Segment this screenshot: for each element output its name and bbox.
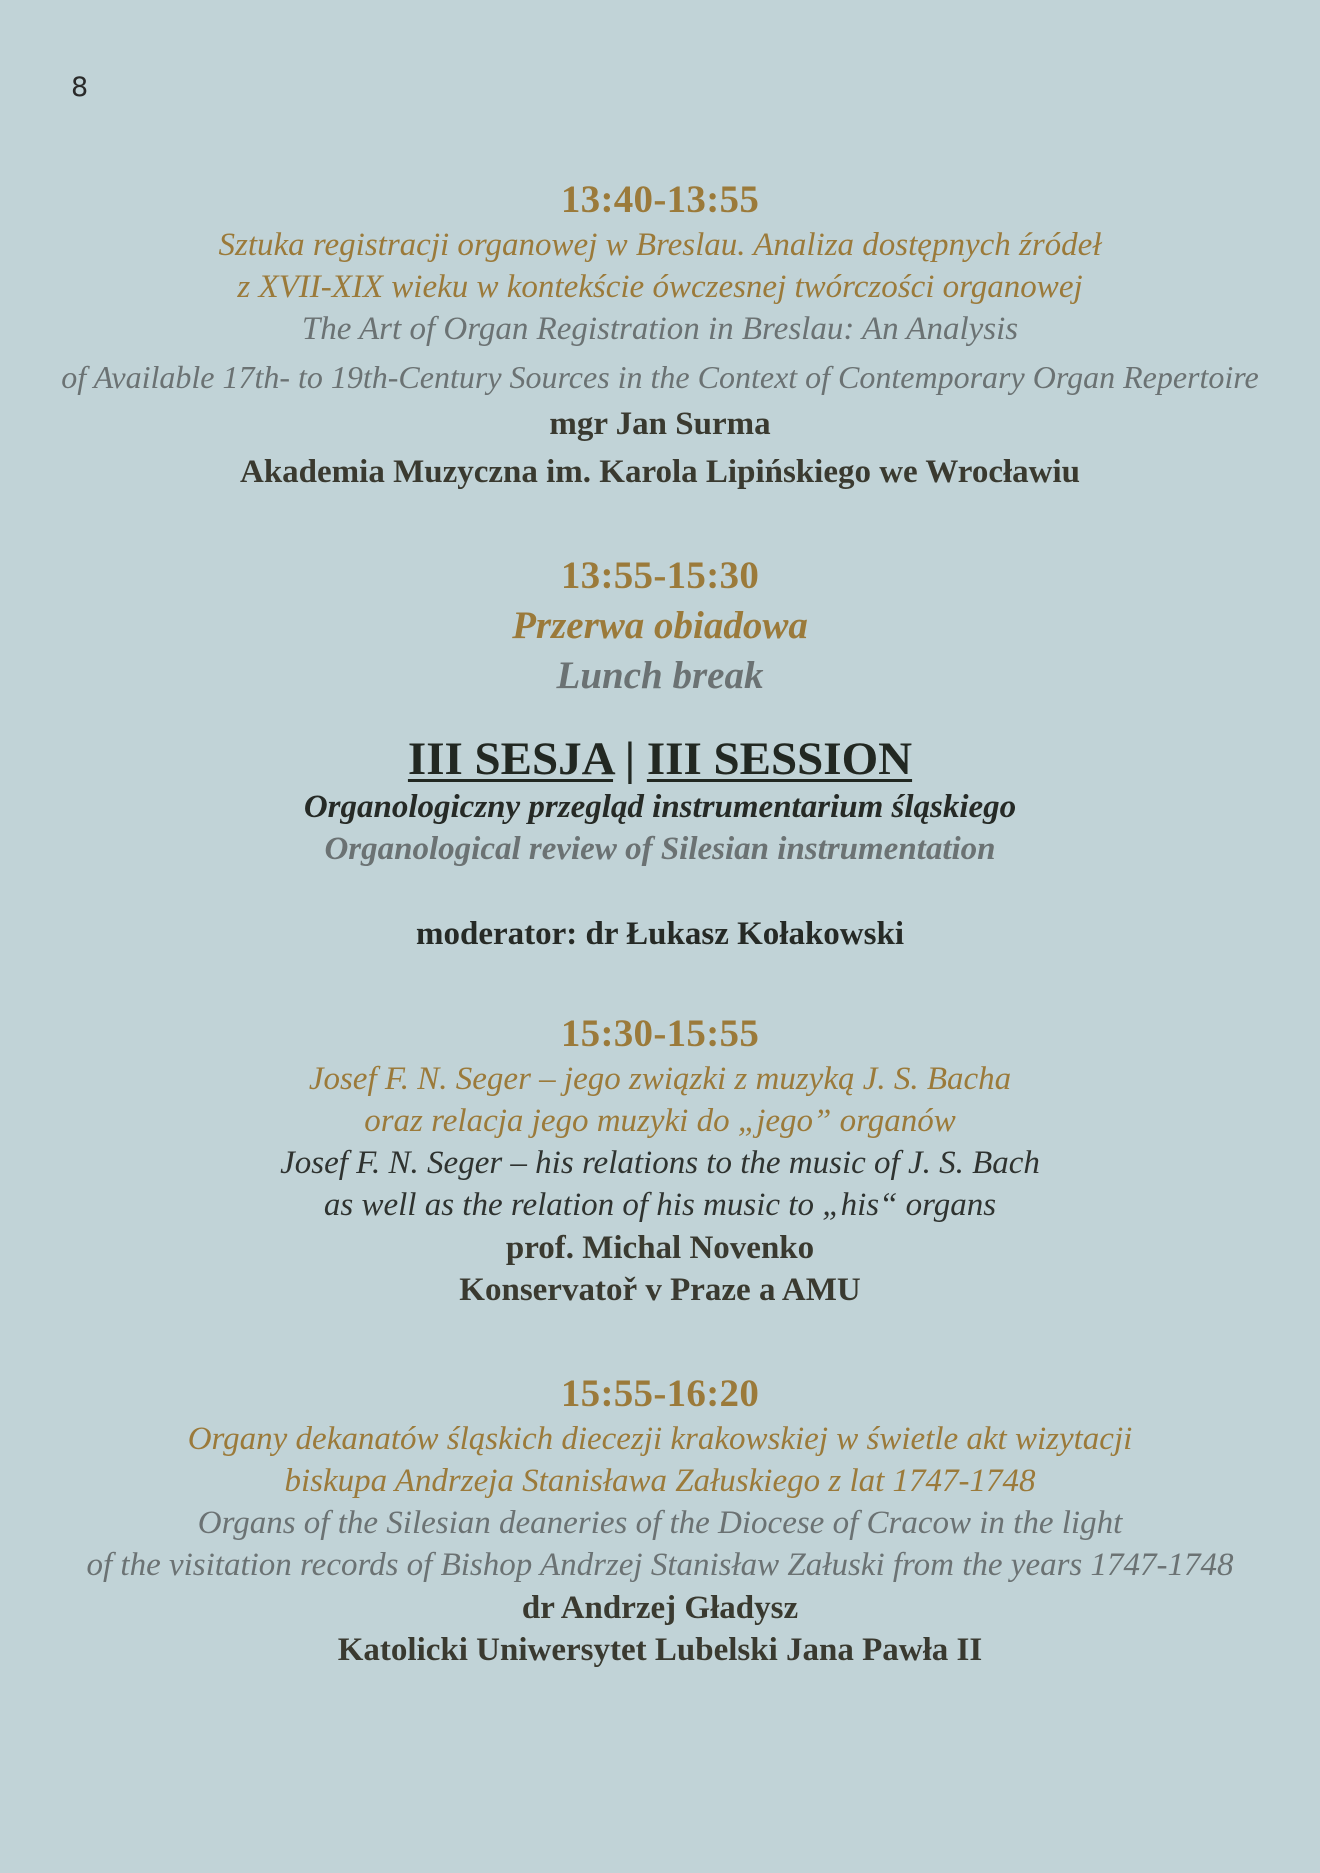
lunch-label-pl: Przerwa obiadowa [512,604,808,647]
session-heading-separator: | [624,733,636,785]
talk-speaker: dr Andrzej Gładysz [521,1590,799,1626]
talk-title-en-line-1: Josef F. N. Seger – his relations to the music of J. S. Bach [280,1145,1040,1181]
talk-title-pl-line-2: biskupa Andrzeja Stanisława Załuskiego z lat 1747-1748 [284,1463,1036,1499]
session-heading-en: III SESSION [646,733,913,785]
session-subtitle-pl: Organologiczny przegląd instrumentarium śląskiego [303,789,1017,825]
page-number: 8 [71,72,89,103]
talk-time: 15:55-16:20 [560,1372,760,1415]
talk-title-pl-line-2: z XVII-XIX wieku w kontekście ówczesnej twórczości organowej [237,269,1083,305]
talk-affiliation: Akademia Muzyczna im. Karola Lipińskiego we Wrocławiu [239,454,1080,490]
talk-speaker: prof. Michal Novenko [505,1230,815,1266]
talk-time: 15:30-15:55 [560,1012,760,1055]
talk-title-pl-line-1: Organy dekanatów śląskich diecezji krakowskiej w świetle akt wizytacji [187,1421,1133,1457]
talk-title-pl-line-1: Josef F. N. Seger – jego związki z muzyką J. S. Bacha [308,1061,1012,1097]
talk-title-en-line-1: The Art of Organ Registration in Breslau: An Analysis [301,311,1019,347]
session-heading [0,733,1320,785]
talk-title-en-line-2: of the visitation records of Bishop Andrzej Stanisław Załuski from the years 1747-1748 [86,1547,1234,1583]
talk-time: 13:40-13:55 [560,178,760,221]
talk-title-pl-line-2: oraz relacja jego muzyki do „jego” organów [364,1103,956,1139]
talk-title-en-line-1: Organs of the Silesian deaneries of the Diocese of Cracow in the light [197,1505,1123,1541]
session-subtitle-en: Organological review of Silesian instrumentation [324,831,996,867]
lunch-time: 13:55-15:30 [560,554,760,597]
talk-affiliation: Konservatoř v Praze a AMU [459,1272,861,1308]
talk-affiliation: Katolicki Uniwersytet Lubelski Jana Pawła II [337,1632,983,1668]
lunch-label-en: Lunch break [556,654,764,697]
talk-title-en-line-2: of Available 17th- to 19th-Century Sources in the Context of Contemporary Organ Repertoire [61,359,1259,395]
talk-title-pl-line-1: Sztuka registracji organowej w Breslau. Analiza dostępnych źródeł [218,227,1102,263]
session-heading-pl: III SESJA [407,733,614,785]
talk-speaker: mgr Jan Surma [549,406,771,442]
session-moderator: moderator: dr Łukasz Kołakowski [415,916,904,952]
talk-title-en-line-2: as well as the relation of his music to „his“ organs [323,1187,997,1223]
